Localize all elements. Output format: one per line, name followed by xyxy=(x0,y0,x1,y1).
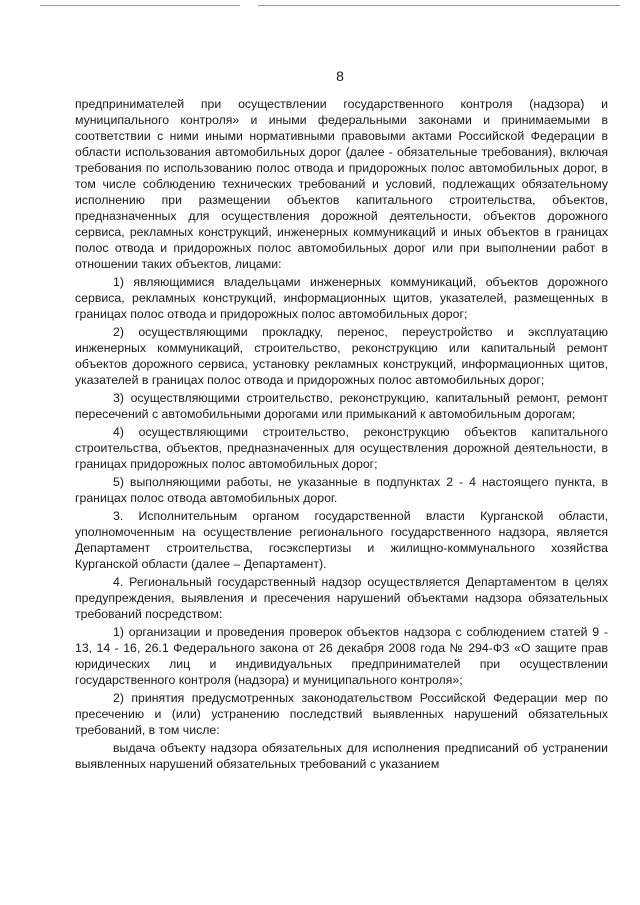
paragraph: 3) осуществляющими строительство, реконструкцию, капитальный ремонт, ремонт пересечений с автомобильными дорогами или примыканий к автомобильным дорогам; xyxy=(75,391,608,421)
scan-top-line-left xyxy=(40,5,240,6)
paragraph: 2) осуществляющими прокладку, перенос, переустройство и эксплуатацию инженерных коммуникаций, строительство, реконструкцию или капитальный ремонт объектов дорожного сервиса, установку рекламных конструкций, информационных щитов, указателей в границах полос отвода и придорожных полос автомобильных дорог; xyxy=(75,325,608,387)
paragraph: 1) организации и проведения проверок объектов надзора с соблюдением статей 9 - 13, 14 - 16, 26.1 Федерального закона от 26 декабря 2008 года № 294-ФЗ «О защите прав юридических лиц и индивидуальных предпринимателей при осуществлении государственного контроля (надзора) и муниципального контроля»; xyxy=(75,625,608,687)
paragraph: 4) осуществляющими строительство, реконструкцию объектов капитального строительства, объектов, предназначенных для осуществления дорожной деятельности, в границах придорожных полос автомобильных дорог; xyxy=(75,425,608,471)
paragraph: предпринимателей при осуществлении государственного контроля (надзора) и муниципального контроля» и иными федеральными законами и принимаемыми в соответствии с ними иными нормативными правовыми актами Российской Федерации в области использования автомобильных дорог (далее - обязательные требования), включая требования по использованию полос отвода и придорожных полос автомобильных дорог, в том числе соблюдению технических требований и условий, подлежащих обязательному исполнению при размещении объектов капитального строительства, объектов, предназначенных для осуществления дорожной деятельности, объектов дорожного сервиса, рекламных конструкций, инженерных коммуникаций и иных объектов в границах полос отвода и придорожных полос автомобильных дорог или при выполнении работ в отношении таких объектов, лицами: xyxy=(75,97,608,271)
paragraph: 4. Региональный государственный надзор осуществляется Департаментом в целях предупреждения, выявления и пресечения нарушений объектами надзора обязательных требований посредством: xyxy=(75,575,608,621)
paragraph: 5) выполняющими работы, не указанные в подпунктах 2 - 4 настоящего пункта, в границах полос отвода автомобильных дорог. xyxy=(75,475,608,505)
paragraph: 3. Исполнительным органом государственной власти Курганской области, уполномоченным на осуществление регионального государственного надзора, является Департамент строительства, госэкспертизы и жилищно-коммунального хозяйства Курганской области (далее – Департамент). xyxy=(75,509,608,571)
document-body xyxy=(75,96,608,774)
page-number: 8 xyxy=(336,68,344,84)
paragraph: 2) принятия предусмотренных законодательством Российской Федерации мер по пресечению и (или) устранению последствий выявленных нарушений обязательных требований, в том числе: xyxy=(75,691,608,737)
paragraph: 1) являющимися владельцами инженерных коммуникаций, объектов дорожного сервиса, рекламных конструкций, информационных щитов, указателей, размещенных в границах полос отвода и придорожных полос автомобильных дорог; xyxy=(75,275,608,321)
paragraph: выдача объекту надзора обязательных для исполнения предписаний об устранении выявленных нарушений обязательных требований с указанием xyxy=(75,741,608,771)
scan-top-line-right xyxy=(258,5,620,6)
